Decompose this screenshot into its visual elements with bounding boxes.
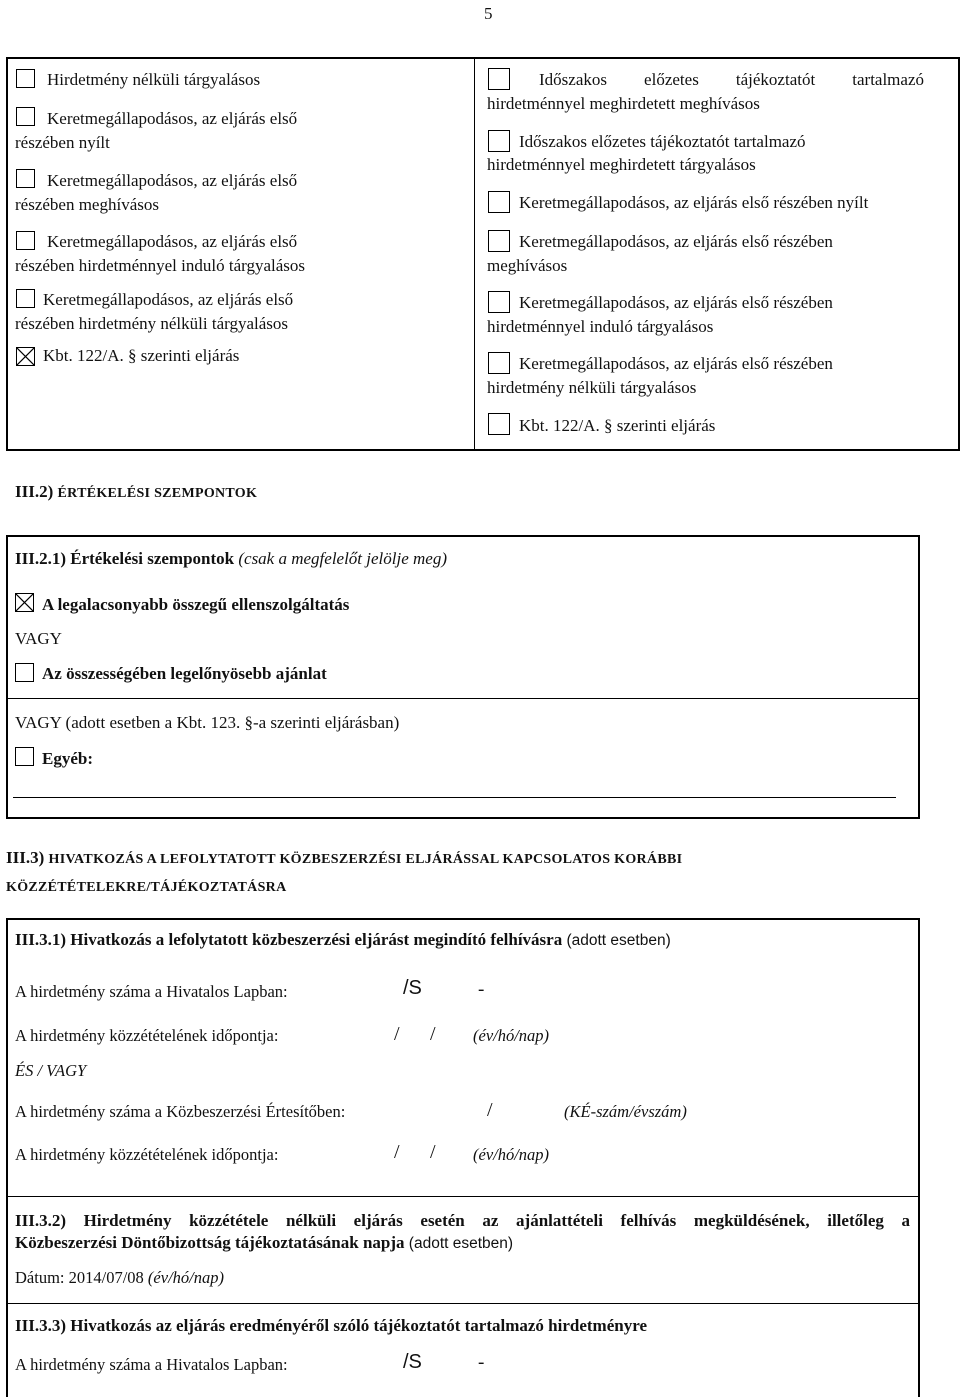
keret-meghivasos-right-label-1: Keretmegállapodásos, az eljárás első részében [519,232,833,251]
kbt-122a-right-label: Kbt. 122/A. § szerinti eljárás [519,416,716,435]
keret-nyilt-right-label: Keretmegállapodásos, az eljárás első részében nyílt [519,193,869,212]
official-journal-s[interactable]: /S [403,977,422,999]
official-journal-dash[interactable]: - [478,979,485,1000]
publication-date-slash-3[interactable]: / [394,1141,400,1163]
or-label-2: VAGY (adott esetben a Kbt. 123. §-a szerinti eljárásban) [15,713,400,732]
section-iii32-line-2 [15,1231,513,1256]
idoszakos-targyalasos-label-1: Időszakos előzetes tájékoztatót tartalmazó [519,132,806,151]
evaluation-box-divider [6,698,920,699]
other-criteria-input-line[interactable] [13,797,896,798]
section-iii3-title-1: HIVATKOZÁS A LEFOLYTATOTT KÖZBESZERZÉSI ELJÁRÁSSAL KAPCSOLATOS KORÁBBI [48,852,683,867]
publication-date-slash-2[interactable]: / [430,1023,436,1045]
official-journal-dash-2[interactable]: - [478,1352,485,1373]
keret-hirdetmenyes-targyalas-label-2: részében hirdetménnyel induló tárgyalásos [15,256,306,275]
section-iii21-heading [15,547,447,571]
section-iii31-hint: (adott esetben) [566,932,671,949]
keret-hirdetmenyes-targyalas-checkbox[interactable] [16,231,35,250]
references-divider-2 [6,1303,920,1304]
keret-nyilt-checkbox[interactable] [16,107,35,126]
publication-date-format-2: (év/hó/nap) [473,1145,550,1164]
kbt-122a-left-label: Kbt. 122/A. § szerinti eljárás [43,346,240,365]
idoszakos-meghivasos-label-1: Időszakos előzetes tájékoztatót tartalmazó [539,70,924,89]
section-iii31-heading [15,928,671,953]
keret-hirdetmeny-nelkuli-right-label-1: Keretmegállapodásos, az eljárás első részében [519,354,833,373]
publication-date-slash-1[interactable]: / [394,1023,400,1045]
keret-hirdetmenyes-targyalas-label-1: Keretmegállapodásos, az eljárás első [47,232,298,251]
and-or-label: ÉS / VAGY [15,1061,87,1080]
kbt-122a-right-checkbox[interactable] [488,413,510,435]
publication-date-label-2: A hirdetmény közzétételének időpontja: [15,1145,279,1164]
date-value: Dátum: 2014/07/08 [15,1268,144,1287]
keret-hirdetmeny-nelkuli-right-label-2: hirdetmény nélküli tárgyalásos [487,378,697,397]
publication-date-format-1: (év/hó/nap) [473,1026,550,1045]
keret-meghivasos-label-1: Keretmegállapodásos, az eljárás első [47,171,298,190]
keret-hirdetmenyes-right-label-1: Keretmegállapodásos, az eljárás első részében [519,293,833,312]
hirdetmeny-nelkuli-targyalas-label: Hirdetmény nélküli tárgyalásos [47,70,261,89]
keret-meghivasos-right-label-2: meghívásos [487,256,568,275]
section-iii3-title-2: KÖZZÉTÉTELEKRE/TÁJÉKOZTATÁSRA [6,880,287,895]
idoszakos-targyalasos-checkbox[interactable] [488,130,510,152]
page-number: 5 [484,4,493,23]
section-iii2-heading [15,482,257,502]
section-iii32-hint: (adott esetben) [408,1235,514,1252]
section-iii2-title: ÉRTÉKELÉSI SZEMPONTOK [57,486,258,501]
ke-number-format: (KÉ-szám/évszám) [564,1102,687,1121]
keret-hirdetmenyes-right-label-2: hirdetménnyel induló tárgyalásos [487,317,714,336]
section-iii31-title: III.3.1) Hivatkozás a lefolytatott közbeszerzési eljárást megindító felhívásra [15,930,563,949]
section-iii33-title: III.3.3) Hivatkozás az eljárás eredményéről szóló tájékoztatót tartalmazó hirdetményre [15,1316,647,1335]
section-iii32-line-1: III.3.2) Hirdetmény közzététele nélküli eljárás esetén az ajánlattételi felhívás megküldésének, illetőleg a [15,1211,910,1230]
table-divider [474,57,475,451]
section-iii2-number: III.2) [15,482,54,501]
references-divider-1 [6,1196,920,1197]
keret-hirdetmeny-nelkuli-label-1: Keretmegállapodásos, az eljárás első [43,290,294,309]
keret-nyilt-right-checkbox[interactable] [488,191,510,213]
publication-date-label-1: A hirdetmény közzétételének időpontja: [15,1026,279,1045]
official-journal-number-label: A hirdetmény száma a Hivatalos Lapban: [15,982,288,1001]
section-iii3-number: III.3) [6,848,45,867]
section-iii3-heading-line-1 [6,848,682,868]
idoszakos-targyalasos-label-2: hirdetménnyel meghirdetett tárgyalásos [487,155,756,174]
or-label-1: VAGY [15,629,62,648]
official-journal-number-label-2: A hirdetmény száma a Hivatalos Lapban: [15,1355,288,1374]
publication-date-slash-4[interactable]: / [430,1141,436,1163]
other-criteria-label: Egyéb: [42,749,93,768]
ke-number-slash[interactable]: / [487,1099,493,1121]
keret-nyilt-label-1: Keretmegállapodásos, az eljárás első [47,109,298,128]
keret-hirdetmenyes-right-checkbox[interactable] [488,291,510,313]
date-field[interactable] [15,1266,224,1290]
keret-meghivasos-checkbox[interactable] [16,169,35,188]
hirdetmeny-nelkuli-targyalas-checkbox[interactable] [16,69,35,88]
date-format: (év/hó/nap) [147,1268,224,1287]
lowest-price-checkbox[interactable] [15,593,34,612]
section-iii21-hint: (csak a megfelelőt jelölje meg) [238,549,447,568]
best-value-label: Az összességében legelőnyösebb ajánlat [42,664,327,683]
section-iii21-number: III.2.1) [15,549,67,568]
keret-hirdetmeny-nelkuli-label-2: részében hirdetmény nélküli tárgyalásos [15,314,289,333]
section-iii32-title-2: Közbeszerzési Döntőbizottság tájékoztatásának napja [15,1233,405,1252]
idoszakos-meghivasos-label-2: hirdetménnyel meghirdetett meghívásos [487,94,760,113]
keret-hirdetmeny-nelkuli-checkbox[interactable] [16,289,35,308]
section-iii3-heading-line-2 [6,876,286,896]
idoszakos-meghivasos-checkbox[interactable] [488,68,510,90]
keret-meghivasos-right-checkbox[interactable] [488,230,510,252]
ke-number-label: A hirdetmény száma a Közbeszerzési Értesítőben: [15,1102,346,1121]
keret-meghivasos-label-2: részében meghívásos [15,195,159,214]
official-journal-s-2[interactable]: /S [403,1351,422,1373]
keret-hirdetmeny-nelkuli-right-checkbox[interactable] [488,352,510,374]
section-iii21-title: Értékelési szempontok [70,549,235,568]
lowest-price-label: A legalacsonyabb összegű ellenszolgáltatás [42,595,350,614]
other-criteria-checkbox[interactable] [15,747,34,766]
kbt-122a-left-checkbox[interactable] [16,347,35,366]
best-value-checkbox[interactable] [15,663,34,682]
keret-nyilt-label-2: részében nyílt [15,133,110,152]
